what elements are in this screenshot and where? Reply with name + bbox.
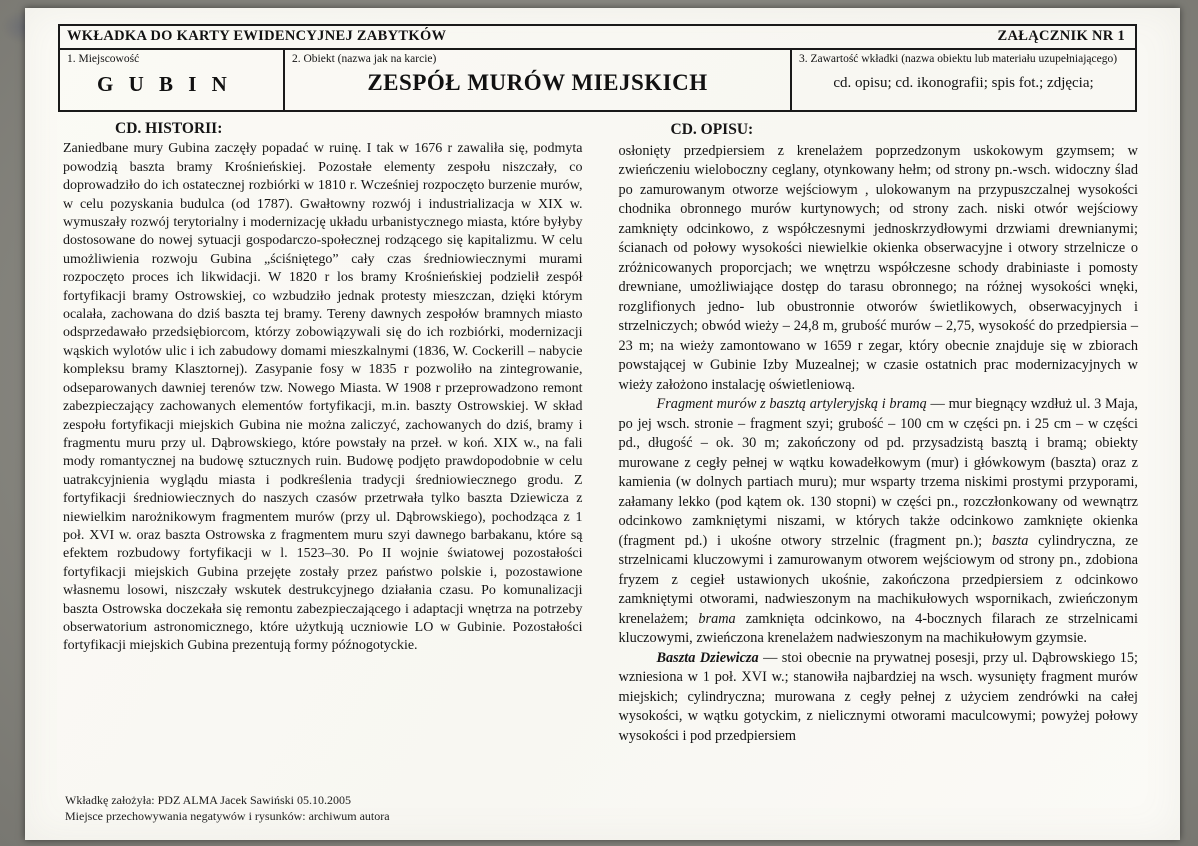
field-locality-label: 1. Miejscowość [67, 53, 140, 65]
right-column-heading: CD. OPISU: [670, 121, 754, 138]
paragraph [63, 140, 583, 655]
field-object-label: 2. Obiekt (nazwa jak na karcie) [292, 53, 437, 65]
field-contents-label: 3. Zawartość wkładki (nazwa obiektu lub materiału uzupełniającego) [799, 53, 1118, 65]
text-segment: Zaniedbane mury Gubina zaczęły popadać w ruinę. I tak w 1676 r zawaliła się, podmyta powodzią baszta bramy Krośnieńskiej. Pozostałe elementy zespołu niszczały, co doprowadziło do ich ostatecznej rozbiórki w 1810 r. Wcześniej rozpoczęto burzenie murów, w celu pozyskania budulca (od 1787). Gwałtowny rozwój i industrializacja w XIX w. wymuszały rozwój terytorialny i modernizację układu urbanistycznego miasta, które byłyby dostosowane do nowej sytuacji gospodarczo-społecznej rodzącego się kapitalizmu. W celu umożliwienia rozwoju Gubina „ściśniętego” cały czas średniowiecznymi murami rozpoczęto proces ich likwidacji. W 1820 r los bramy Krośnieńskiej podzielił zespół fortyfikacji bramy Ostrowskiej, co wzbudziło jednak protesty mieszczan, dzięki którym ocalała, zachowana do dziś baszta tej bramy. Tereny dawnych zespołów bramnych miasto odsprzedawało przedsiębiorcom, którzy zobowiązywali się do ich rozbiórki, modernizacji wąskich wylotów ulic i ich zabudowy domami mieszkalnymi (1836, W. Cockerill – nabycie kompleksu bramy Klasztornej). Zasypanie fosy w 1835 r pozwoliło na zintegrowanie, odseparowanych dawniej terenów tzw. Nowego Miasta. W 1908 r przeprowadzono remont zabezpieczający zachowanych elementów fortyfikacji, m.in. baszty Ostrowskiej. W skład zespołu fortyfikacji miejskich Gubina nie można zaliczyć, zachowanych do dziś, bramy i fragmentu muru przy ul. Dąbrowskiego, które powstały na przeł. w koń. XIX w., na fali mody romantycznej na budowę sztucznych ruin. Budowę podjęto prawdopodobnie w celu uatrakcyjnienia wyglądu miasta i podkreślenia tradycji średniowiecznego grodu. Z fortyfikacji średniowiecznych do naszych czasów przetrwała tylko baszta Dziewicza z niewielkim narożnikowym fragmentem murów (przy ul. Dąbrowskiego), pochodząca z 1 poł. XVI w. oraz baszta Ostrowska z fragmentem muru szyi dawnego barbakanu, które są efektem rozbudowy fortyfikacji w l. 1523–30. Po II wojnie światowej pozostałości fortyfikacji miejskich Gubina przejęte zostały przez państwo polskie i, pozostawione własnemu losowi, niszczały wskutek destrukcyjnego działania czasu. Po komunalizacji baszta Ostrowska doczekała się remontu zabezpieczającego i adaptacji wnętrza na potrzeby obserwatorium astronomicznego, które użytkują uczniowie LO w Gubinie. Pozostałości fortyfikacji miejskich Gubina prezentują formy późnogotyckie. [63, 141, 583, 654]
text-segment: brama [698, 610, 736, 627]
text-segment: cylindryczna, ze strzelnicami kluczowymi i zamurowanym otworem wejściowym od strony pn., zdobiona fryzem z cegieł ustawionych ukośnie, zakończona przedpiersiem z odcinkowo zamkniętymi otworami, nadwieszonym na machikułowych wspornikach, zwieńczonym krenelażem; [618, 532, 1138, 627]
field-locality-value: G U B I N [97, 72, 232, 96]
left-column-heading: CD. HISTORII: [115, 120, 223, 137]
document-title: WKŁADKA DO KARTY EWIDENCYJNEJ ZABYTKÓW [67, 28, 447, 44]
field-object [285, 50, 792, 110]
field-contents [792, 50, 1135, 110]
header-table [58, 24, 1137, 112]
header-fields-row [60, 50, 1135, 110]
right-column [619, 120, 1139, 746]
field-contents-value: cd. opisu; cd. ikonografii; spis fot.; zdjęcia; [833, 75, 1094, 91]
left-column-text [63, 140, 583, 655]
text-segment: — mur biegnący wzdłuż ul. 3 Maja, po jej wsch. stronie – fragment szyi; grubość – 100 cm w części pn. i 25 cm – w części pd., długość – ok. 30 m; zakończony od pd. przysadzistą basztą i bramą; obiekty murowane z cegły pełnej w wątku kowadełkowym (mur) i główkowym (baszta) oraz z kamienia (w dolnych partiach muru); mur wsparty trzema niskimi prostymi przyporami, załamany lekko (pod kątem ok. 130 stopni) w części pn., rozczłonkowany od wewnątrz odcinkowo zamkniętymi niszami, w których także odcinkowo zamknięte okienka (fragment pd.) i ukośne otwory strzelnic (fragment pn.); [618, 396, 1138, 549]
document-page [25, 8, 1180, 840]
text-segment: Baszta Dziewicza [656, 649, 759, 666]
text-segment: Fragment murów z basztą artyleryjską i bramą [656, 396, 927, 412]
field-object-value: ZESPÓŁ MURÓW MIEJSKICH [367, 70, 708, 95]
footer-line-archive: Miejsce przechowywania negatywów i rysunków: archiwum autora [65, 809, 390, 823]
text-segment: zamknięta odcinkowo, na 4-bocznych filarach ze strzelnicami kluczowymi, zwieńczona krenelażem nadwieszonym na machikułowym gzymsie. [618, 610, 1138, 646]
header-title-row [60, 26, 1135, 50]
right-column-text [619, 142, 1139, 747]
left-column [63, 120, 583, 746]
footer-note [65, 792, 390, 824]
attachment-number: ZAŁĄCZNIK NR 1 [997, 28, 1125, 44]
paragraph [619, 649, 1139, 747]
body-columns [63, 120, 1138, 746]
paragraph [619, 395, 1139, 649]
text-segment: baszta [991, 532, 1029, 549]
text-segment: osłonięty przedpiersiem z krenelażem poprzedzonym uskokowym gzymsem; w zwieńczeniu wieloboczny ceglany, otynkowany hełm; od strony pn.-wsch. widoczny ślad po zamurowanym otworze wejściowym , ulokowanym na przypuszczalnej wysokości chodnika obronnego murów kurtynowych; od strony zach. niski otwór wejściowy zamknięty odcinkowo, z współczesnymi jednoskrzydłowymi drzwiami drewnianymi; ścianach od połowy wysokości niewielkie okienka obserwacyjne i otwory strzelnicze o zróżnicowanych proporcjach; we wnętrzu współczesne schody drabiniaste i pomosty drewniane, umożliwiające dostęp do tarasu obronnego; na różnej wysokości wnęki, rozglifionych jedno- lub obustronnie otworów świetlikowych, obserwacyjnych i strzelniczych; obwód wieży – 24,8 m, grubość murów – 2,75, wysokość do przedpiersia – 23 m; na wieży zamontowano w 1659 r zegar, który obecnie znajduje się w zbiorach powstającej w Gubinie Izby Muzealnej; w czasie ostatnich prac modernizacyjnych w wieży założono instalację oświetleniową. [618, 142, 1138, 393]
text-segment: — stoi obecnie na prywatnej posesji, przy ul. Dąbrowskiego 15; wzniesiona w 1 poł. XVI w.; stanowiła najbardziej na wsch. wysunięty fragment murów miejskich; cylindryczna; murowana z cegły pełnej z użyciem zendrówki na całej wysokości, w wątku gotyckim, z nielicznymi otworami maculcowymi; powyżej połowy wysokości i pod przedpiersiem [618, 649, 1138, 744]
paragraph [619, 142, 1139, 396]
field-locality [60, 50, 285, 110]
footer-line-author: Wkładkę założyła: PDZ ALMA Jacek Sawiński 05.10.2005 [65, 793, 351, 807]
